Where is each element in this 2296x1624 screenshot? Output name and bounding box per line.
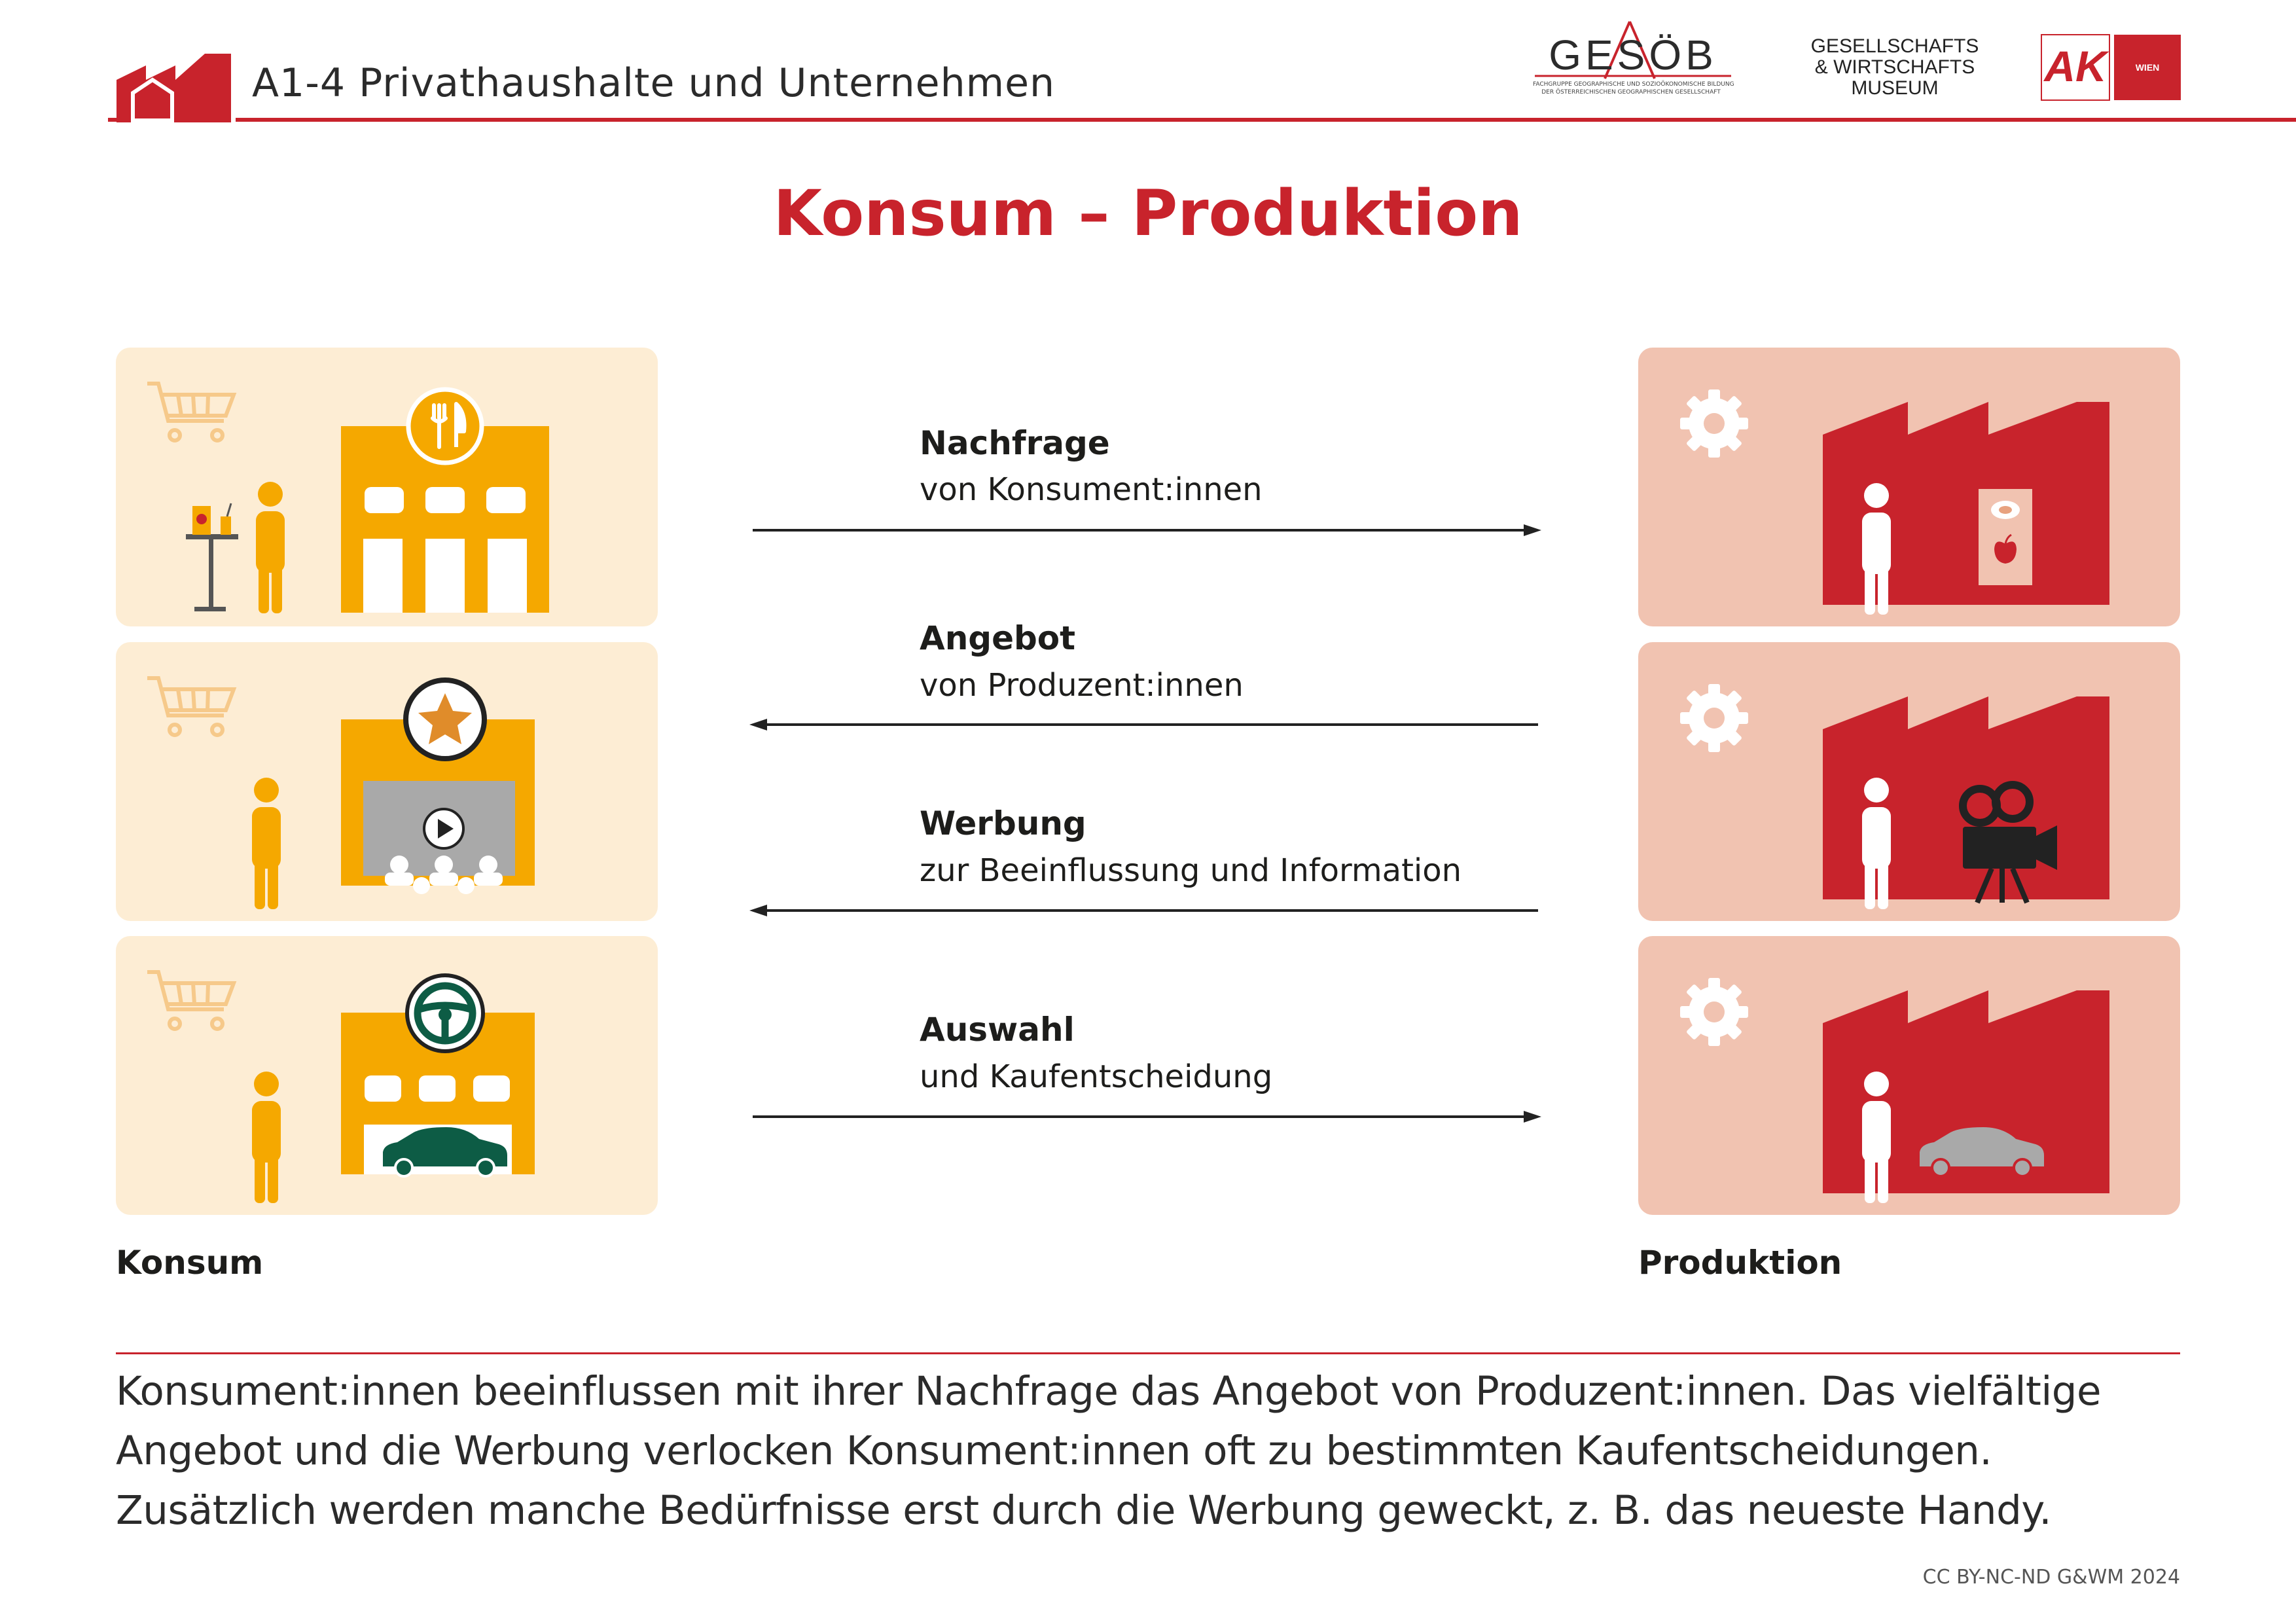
- header-title: A1-4 Privathaushalte und Unternehmen: [252, 60, 1056, 106]
- shopping-cart-icon: [147, 678, 234, 735]
- star-icon: [406, 680, 484, 759]
- shopping-cart-icon: [147, 972, 234, 1029]
- bistro-table-icon: [186, 503, 238, 611]
- person-icon: [252, 1072, 281, 1203]
- arrow-angebot-icon: [749, 719, 1538, 731]
- steering-wheel-icon: [407, 975, 483, 1051]
- ak-logo-sub: WIEN: [2135, 62, 2160, 73]
- license-text: CC BY-NC-ND G&WM 2024: [1922, 1566, 2180, 1589]
- arrow-nachfrage-icon: [753, 524, 1541, 536]
- ak-logo-text: AK: [2044, 42, 2107, 90]
- gwm-logo-line: GESELLSCHAFTS: [1810, 35, 1979, 57]
- description-line: Konsument:innen beeinflussen mit ihrer Nachfrage das Angebot von Produzent:innen. Das vielfältige: [116, 1368, 2102, 1415]
- consumption-panel-cinema: [116, 642, 658, 921]
- gesoeb-subtitle: DER ÖSTERREICHISCHEN GEOGRAPHISCHEN GESELLSCHAFT: [1541, 89, 1721, 96]
- page-title: Konsum – Produktion: [773, 177, 1523, 250]
- shopping-cart-icon: [147, 384, 234, 441]
- production-panel-car-factory: [1638, 936, 2180, 1215]
- audience-icon: [385, 856, 503, 894]
- description-line: Zusätzlich werden manche Bedürfnisse erst durch die Werbung geweckt, z. B. das neueste Handy.: [116, 1487, 2052, 1534]
- person-icon: [252, 778, 281, 909]
- consumption-panel-car-dealership: [116, 936, 658, 1215]
- divider: [116, 1352, 2180, 1354]
- factory-roof-icon: [117, 47, 231, 122]
- flow-subtitle-angebot: von Produzent:innen: [920, 667, 1244, 704]
- header-rule-left: [108, 118, 120, 122]
- gear-icon: [1680, 684, 1748, 752]
- flow-title-nachfrage: Nachfrage: [920, 424, 1110, 462]
- gesoeb-subtitle: FACHGRUPPE GEOGRAPHISCHE UND SOZIOÖKONOMISCHE BILDUNG: [1533, 81, 1734, 88]
- ak-logo: [2041, 34, 2181, 101]
- gwm-logo-line: MUSEUM: [1851, 77, 1939, 99]
- flow-subtitle-auswahl: und Kaufentscheidung: [920, 1058, 1273, 1095]
- flow-title-auswahl: Auswahl: [920, 1011, 1075, 1049]
- description-line: Angebot und die Werbung verlocken Konsument:innen oft zu bestimmten Kaufentscheidungen.: [116, 1428, 1992, 1474]
- cutlery-icon: [408, 389, 482, 463]
- gesoeb-logo: [1532, 18, 1734, 81]
- arrow-auswahl-icon: [753, 1111, 1541, 1123]
- gear-icon: [1680, 389, 1748, 458]
- production-panel-film-studio: [1638, 642, 2180, 921]
- flow-title-angebot: Angebot: [920, 619, 1076, 657]
- person-icon: [256, 482, 285, 613]
- arrow-werbung-icon: [749, 905, 1538, 916]
- label-consumption: Konsum: [116, 1244, 264, 1282]
- gear-icon: [1680, 978, 1748, 1046]
- flow-subtitle-nachfrage: von Konsument:innen: [920, 471, 1263, 508]
- food-package-icon: [1979, 489, 2032, 585]
- play-icon: [424, 809, 463, 848]
- consumption-panel-restaurant: [116, 348, 658, 626]
- flow-title-werbung: Werbung: [920, 804, 1086, 842]
- flow-subtitle-werbung: zur Beeinflussung und Information: [920, 852, 1462, 889]
- label-production: Produktion: [1638, 1244, 1842, 1282]
- flow-arrows: [746, 511, 1551, 1139]
- gesoeb-logo-text: GESÖB: [1549, 31, 1717, 79]
- gwm-logo-line: & WIRTSCHAFTS: [1814, 56, 1975, 78]
- header-rule: [236, 118, 2296, 122]
- production-panel-food-factory: [1638, 348, 2180, 626]
